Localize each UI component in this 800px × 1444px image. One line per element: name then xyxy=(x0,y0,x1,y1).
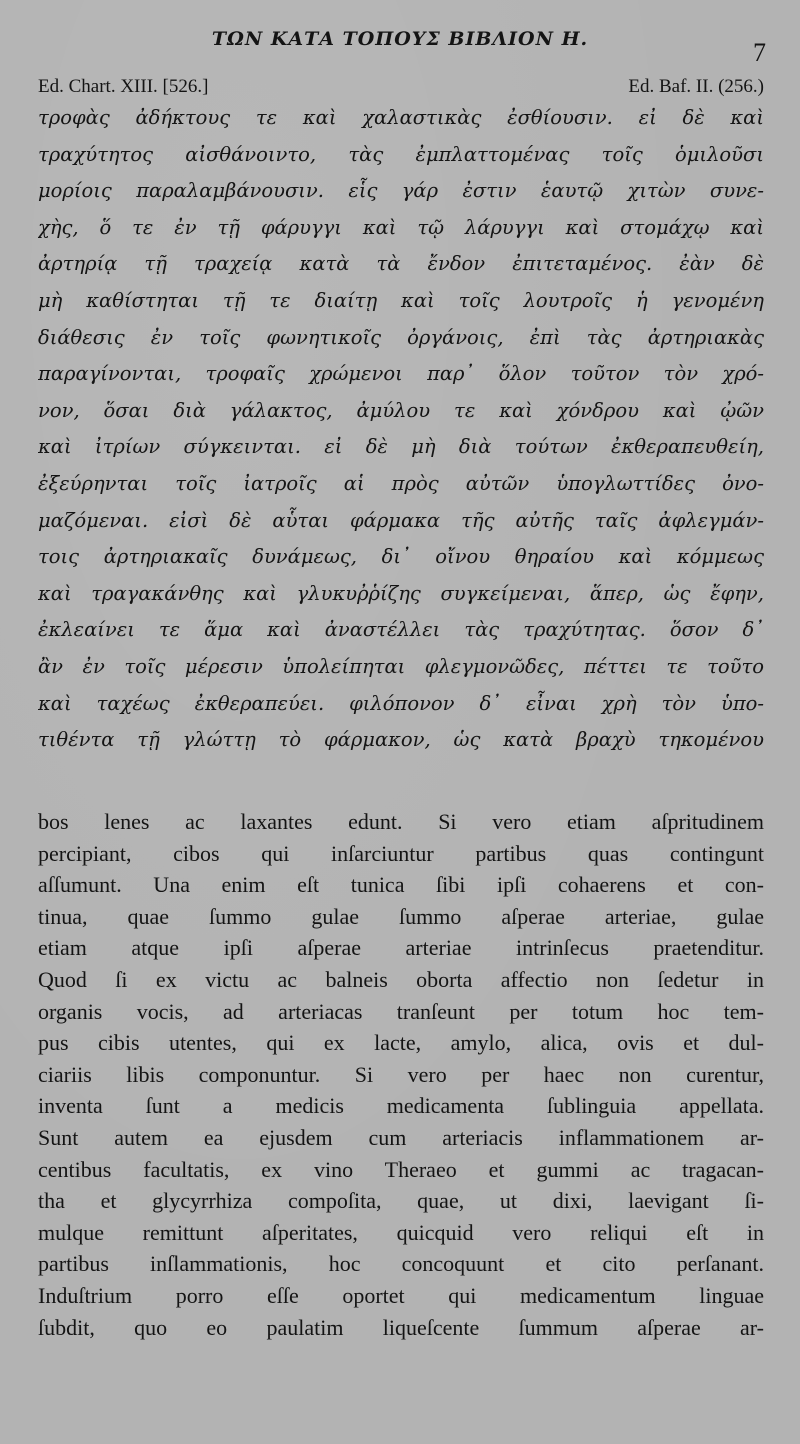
latin-line: percipiant, cibos qui inſarciuntur partibus quas contingunt xyxy=(38,840,764,866)
greek-line: καὶ τραγακάνθης καὶ γλυκυῤῥίζης συγκείμεναι, ἅπερ, ὡς ἔφην, xyxy=(38,581,764,605)
latin-line: centibus facultatis, ex vino Theraeo et gummi ac tragacan- xyxy=(38,1156,764,1182)
latin-line: partibus inſlammationis, hoc concoquunt et cito perſanant. xyxy=(38,1251,764,1277)
latin-line: aſſumunt. Una enim eſt tunica ſibi ipſi cohaerens et con- xyxy=(38,872,764,898)
edition-basel-ref: Ed. Baf. II. (256.) xyxy=(628,76,764,97)
latin-line: Quod ſi ex victu ac balneis oborta affectio non ſedetur in xyxy=(38,966,764,992)
edition-chartier-ref: Ed. Chart. XIII. [526.] xyxy=(38,76,209,97)
greek-line: τροφὰς ἀδήκτους τε καὶ χαλαστικὰς ἐσθίουσιν. εἰ δὲ καὶ xyxy=(38,106,764,129)
greek-line: ἐξεύρηνται τοῖς ἰατροῖς αἱ πρὸς αὐτῶν ὑπογλωττίδες ὀνο- xyxy=(38,471,764,495)
latin-line: Sunt autem ea ejusdem cum arteriacis inflammationem ar- xyxy=(38,1124,764,1150)
latin-line: ſubdit, quo eo paulatim liqueſcente ſummum aſperae ar- xyxy=(38,1314,764,1340)
latin-line: tinua, quae ſummo gulae ſummo aſperae arteriae, gulae xyxy=(38,903,764,929)
greek-line: μὴ καθίστηται τῇ τε διαίτῃ καὶ τοῖς λουτροῖς ἡ γενομένη xyxy=(38,288,764,312)
latin-line: pus cibis utentes, qui ex lacte, amylo, alica, ovis et dul- xyxy=(38,1030,764,1056)
greek-line: νον, ὅσαι διὰ γάλακτος, ἀμύλου τε καὶ χόνδρου καὶ ᾠῶν xyxy=(38,398,764,422)
latin-line: etiam atque ipſi aſperae arteriae intrinſecus praetenditur. xyxy=(38,935,764,961)
greek-line: τιθέντα τῇ γλώττῃ τὸ φάρμακον, ὡς κατὰ βραχὺ τηκομένου xyxy=(38,728,764,752)
latin-text-block xyxy=(38,806,764,1343)
greek-line: μορίοις παραλαμβάνουσιν. εἷς γάρ ἐστιν ἑαυτῷ χιτὼν συνε- xyxy=(38,179,764,203)
greek-line: παραγίνονται, τροφαῖς χρώμενοι παρ᾽ ὅλον τοῦτον τὸν χρό- xyxy=(38,362,764,386)
latin-line: bos lenes ac laxantes edunt. Si vero etiam aſpritudinem xyxy=(38,809,764,834)
greek-line: διάθεσις ἐν τοῖς φωνητικοῖς ὀργάνοις, ἐπὶ τὰς ἀρτηριακὰς xyxy=(38,325,764,349)
edition-reference-line xyxy=(38,76,764,100)
greek-line: χὴς, ὅ τε ἐν τῇ φάρυγγι καὶ τῷ λάρυγγι καὶ στομάχῳ καὶ xyxy=(38,215,764,239)
latin-line: ciariis libis componuntur. Si vero per haec non curentur, xyxy=(38,1061,764,1087)
greek-line: ἂν ἐν τοῖς μέρεσιν ὑπολείπηται φλεγμονῶδες, πέττει τε τοῦτο xyxy=(38,654,764,678)
latin-line: mulque remittunt aſperitates, quicquid vero reliqui eſt in xyxy=(38,1219,764,1245)
greek-text-block xyxy=(38,100,764,759)
greek-line: ἐκλεαίνει τε ἅμα καὶ ἀναστέλλει τὰς τραχύτητας. ὅσον δ᾽ xyxy=(38,618,764,642)
latin-line: organis vocis, ad arteriacas tranſeunt per totum hoc tem- xyxy=(38,998,764,1024)
page-number: 7 xyxy=(753,38,766,67)
greek-line: ἀρτηρίᾳ τῇ τραχείᾳ κατὰ τὰ ἔνδον ἐπιτεταμένος. ἐὰν δὲ xyxy=(38,252,764,276)
greek-line: μαζόμεναι. εἰσὶ δὲ αὗται φάρμακα τῆς αὐτῆς ταῖς ἀφλεγμάν- xyxy=(38,508,764,532)
latin-line: Induſtrium porro eſſe oportet qui medicamentum linguae xyxy=(38,1282,764,1308)
greek-line: τοις ἀρτηριακαῖς δυνάμεως, δι᾽ οἴνου θηραίου καὶ κόμμεως xyxy=(38,545,764,569)
latin-line: tha et glycyrrhiza compoſita, quae, ut dixi, laevigant ſi- xyxy=(38,1188,764,1214)
latin-line: inventa ſunt a medicis medicamenta ſublinguia appellata. xyxy=(38,1093,764,1119)
running-head: ΤΩΝ ΚΑΤΑ ΤΟΠΟΥΣ ΒΙΒΛΙΟΝ Η. xyxy=(211,28,589,50)
greek-line: καὶ ταχέως ἐκθεραπεύει. φιλόπονον δ᾽ εἶναι χρὴ τὸν ὑπο- xyxy=(38,691,764,715)
greek-line: καὶ ἰτρίων σύγκεινται. εἰ δὲ μὴ διὰ τούτων ἐκθεραπευθείη, xyxy=(38,435,764,459)
greek-line: τραχύτητος αἰσθάνοιντο, τὰς ἐμπλαττομένας τοῖς ὁμιλοῦσι xyxy=(38,142,764,166)
